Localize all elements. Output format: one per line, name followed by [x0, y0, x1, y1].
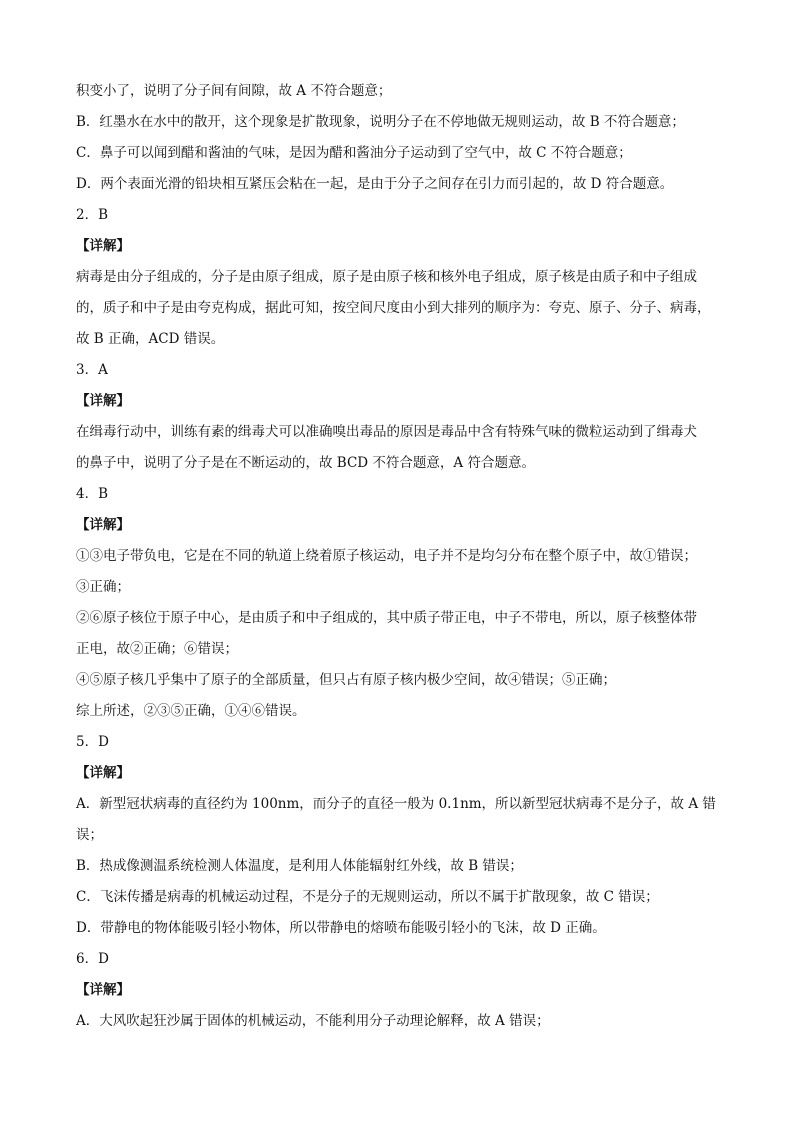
- section-heading: 【详解】: [76, 765, 130, 781]
- text-line: B．红墨水在水中的散开，这个现象是扩散现象，说明分子在不停地做无规则运动，故 B 不符合题意；: [76, 114, 685, 130]
- section-heading: 【详解】: [76, 982, 130, 998]
- text-line: ①③电子带负电，它是在不同的轨道上绕着原子核运动，电子并不是均匀分布在整个原子中，故①错误；: [76, 548, 697, 564]
- text-line: 积变小了，说明了分子间有间隙，故 A 不符合题意；: [76, 83, 392, 99]
- text-line: D．带静电的物体能吸引轻小物体，所以带静电的熔喷布能吸引轻小的飞沫，故 D 正确。: [76, 920, 606, 936]
- answer-number: 6．D: [76, 951, 109, 967]
- text-line: 的鼻子中，说明了分子是在不断运动的，故 BCD 不符合题意，A 符合题意。: [76, 455, 535, 471]
- answer-number: 5．D: [76, 734, 109, 750]
- text-line: ③正确；: [76, 579, 130, 595]
- text-line: 的，质子和中子是由夸克构成，据此可知，按空间尺度由小到大排列的顺序为：夸克、原子、分子、病毒，: [76, 300, 711, 316]
- text-line: ④⑤原子核几乎集中了原子的全部质量，但只占有原子核内极少空间，故④错误；⑤正确；: [76, 672, 616, 688]
- text-line: B．热成像测温系统检测人体温度，是利用人体能辐射红外线，故 B 错误；: [76, 858, 523, 874]
- text-line: ②⑥原子核位于原子中心，是由质子和中子组成的，其中质子带正电，中子不带电，所以，原子核整体带: [76, 610, 697, 626]
- text-line: 故 B 正确，ACD 错误。: [76, 331, 225, 347]
- text-line: 正电，故②正确；⑥错误；: [76, 641, 238, 657]
- text-line: 综上所述，②③⑤正确，①④⑥错误。: [76, 703, 306, 719]
- text-line: 病毒是由分子组成的，分子是由原子组成，原子是由原子核和核外电子组成，原子核是由质子和中子组成: [76, 269, 697, 285]
- section-heading: 【详解】: [76, 517, 130, 533]
- answer-number: 4．B: [76, 486, 109, 502]
- answer-number: 2．B: [76, 207, 109, 223]
- text-line: A．新型冠状病毒的直径约为 100nm，而分子的直径一般为 0.1nm，所以新型冠状病毒不是分子，故 A 错: [76, 796, 716, 812]
- text-line: A．大风吹起狂沙属于固体的机械运动，不能利用分子动理论解释，故 A 错误；: [76, 1013, 550, 1029]
- text-line: 在缉毒行动中，训练有素的缉毒犬可以准确嗅出毒品的原因是毒品中含有特殊气味的微粒运动到了缉毒犬: [76, 424, 697, 440]
- section-heading: 【详解】: [76, 238, 130, 254]
- text-line: C．鼻子可以闻到醋和酱油的气味，是因为醋和酱油分子运动到了空气中，故 C 不符合题意；: [76, 145, 632, 161]
- text-line: C．飞沫传播是病毒的机械运动过程，不是分子的无规则运动，所以不属于扩散现象，故 C 错误；: [76, 889, 659, 905]
- text-line: 误；: [76, 827, 103, 843]
- answer-number: 3．A: [76, 362, 108, 378]
- section-heading: 【详解】: [76, 393, 130, 409]
- text-line: D．两个表面光滑的铅块相互紧压会粘在一起，是由于分子之间存在引力而引起的，故 D 符合题意。: [76, 176, 674, 192]
